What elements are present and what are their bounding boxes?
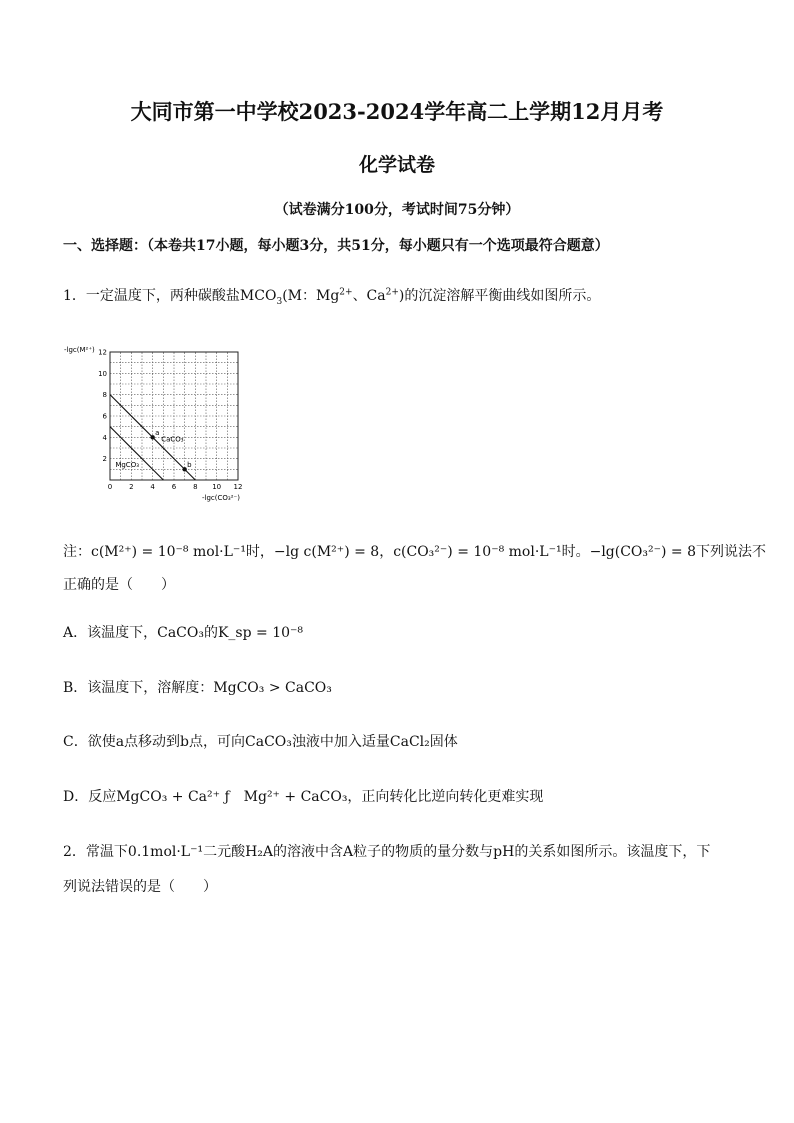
x-tick-label: 8 [193,483,198,491]
q1-note-line1: 注：c(M²⁺) = 10⁻⁸ mol·L⁻¹时，−lg c(M²⁺) = 8，c(CO₃²⁻) = 10⁻⁸ mol·L⁻¹时。−lg(CO₃²⁻) = 8下列说法不 [63,544,767,560]
exam-info: （试卷满分100分，考试时间75分钟） [274,202,520,218]
y-tick-label: 2 [102,455,107,464]
q1-stem-sup2: 2+ [385,287,399,298]
q1-option-d[interactable]: D．反应MgCO₃ + Ca²⁺ ƒ Mg²⁺ + CaCO₃，正向转化比逆向转化更难实现 [63,789,544,805]
x-tick-label: 12 [233,483,243,491]
question-number: 1． [63,288,86,304]
q1-stem-mid: 、Ca [352,288,386,304]
x-tick-label: 10 [212,483,222,491]
x-tick-label: 6 [171,483,177,491]
q1-note-line2: 正确的是（ ） [63,577,175,593]
y-tick-label: 6 [102,412,107,421]
x-axis-label: -lgc(CO₃²⁻) [202,494,240,502]
q1-option-c[interactable]: C．欲使a点移动到b点，可向CaCO₃浊液中加入适量CaCl₂固体 [63,734,458,750]
solubility-chart [60,340,260,505]
q1-option-a[interactable]: A．该温度下，CaCO₃的K_sp = 10⁻⁸ [63,625,304,641]
series-label: CaCO₃ [161,435,184,444]
y-axis-label: -lgc(M²⁺) [64,346,95,354]
q1-stem-paren: (M：Mg [282,288,340,304]
question-1-stem [63,285,600,307]
exam-subject: 化学试卷 [358,154,435,176]
section-heading: 一、选择题：（本卷共17小题，每小题3分，共51分，每小题只有一个选项最符合题意） [63,238,609,254]
y-tick-label: 10 [98,369,107,378]
q1-stem-after: )的沉淀溶解平衡曲线如图所示。 [398,288,601,304]
y-tick-label: 12 [98,348,107,357]
x-tick-label: 4 [150,483,155,491]
y-tick-label: 4 [102,433,107,442]
x-tick-label: 0 [107,483,113,491]
y-tick-label: 8 [102,391,107,400]
point-label: a [155,428,160,437]
point-label: b [187,460,192,469]
q1-option-b[interactable]: B．该温度下，溶解度：MgCO₃ > CaCO₃ [63,680,332,696]
q1-stem-sub: 3 [276,296,283,307]
q1-stem-text: 一定温度下，两种碳酸盐MCO [85,288,277,304]
q1-stem-sup1: 2+ [339,287,353,298]
series-label: MgCO₃ [115,461,140,470]
exam-title: 大同市第一中学校2023-2024学年高二上学期12月月考 [130,99,664,124]
question-2-line2: 列说法错误的是（ ） [63,879,217,895]
x-tick-label: 2 [129,483,134,491]
question-2-line1: 2．常温下0.1mol·L⁻¹二元酸H₂A的溶液中含A粒子的物质的量分数与pH的关系如图所示。该温度下，下 [63,844,711,860]
